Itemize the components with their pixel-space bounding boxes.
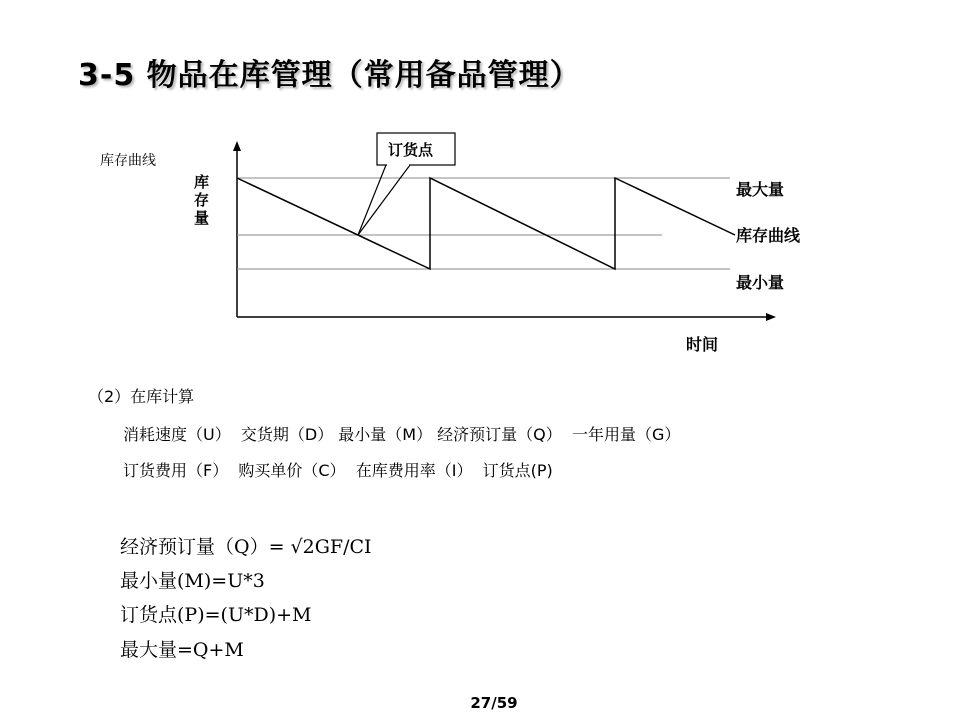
x-axis-label: 时间 bbox=[686, 335, 719, 354]
variables-line-1: 消耗速度（U） 交货期（D） 最小量（M） 经济预订量（Q） 一年用量（G） bbox=[123, 425, 681, 444]
formula-q: 经济预订量（Q）= √2GF/CI bbox=[120, 536, 372, 558]
slide-title: 3-5 物品在库管理（常用备品管理） bbox=[78, 58, 581, 93]
inventory-curve bbox=[237, 178, 735, 269]
label-curve: 库存曲线 bbox=[736, 226, 801, 245]
callout-pointer-2 bbox=[358, 165, 410, 235]
label-min: 最小量 bbox=[736, 273, 785, 292]
side-label: 库存曲线 bbox=[100, 153, 156, 169]
variables-line-2: 订货费用（F） 购买单价（C） 在库费用率（I） 订货点(P) bbox=[123, 461, 553, 480]
callout-text: 订货点 bbox=[388, 141, 434, 159]
y-axis-label-1: 库 bbox=[194, 173, 210, 191]
x-axis-arrow bbox=[766, 313, 776, 321]
formula-max: 最大量=Q+M bbox=[120, 639, 244, 661]
formula-p: 订货点(P)=(U*D)+M bbox=[120, 604, 312, 626]
page-number: 27/59 bbox=[470, 694, 518, 712]
y-axis-label-2: 存 bbox=[194, 191, 210, 209]
y-axis-label-3: 量 bbox=[194, 209, 210, 227]
label-max: 最大量 bbox=[736, 180, 785, 199]
section-heading: （2）在库计算 bbox=[88, 387, 195, 406]
formula-m: 最小量(M)=U*3 bbox=[120, 570, 265, 592]
inventory-diagram bbox=[180, 125, 860, 360]
callout-pointer-1 bbox=[358, 165, 386, 235]
y-axis-arrow bbox=[233, 141, 241, 151]
